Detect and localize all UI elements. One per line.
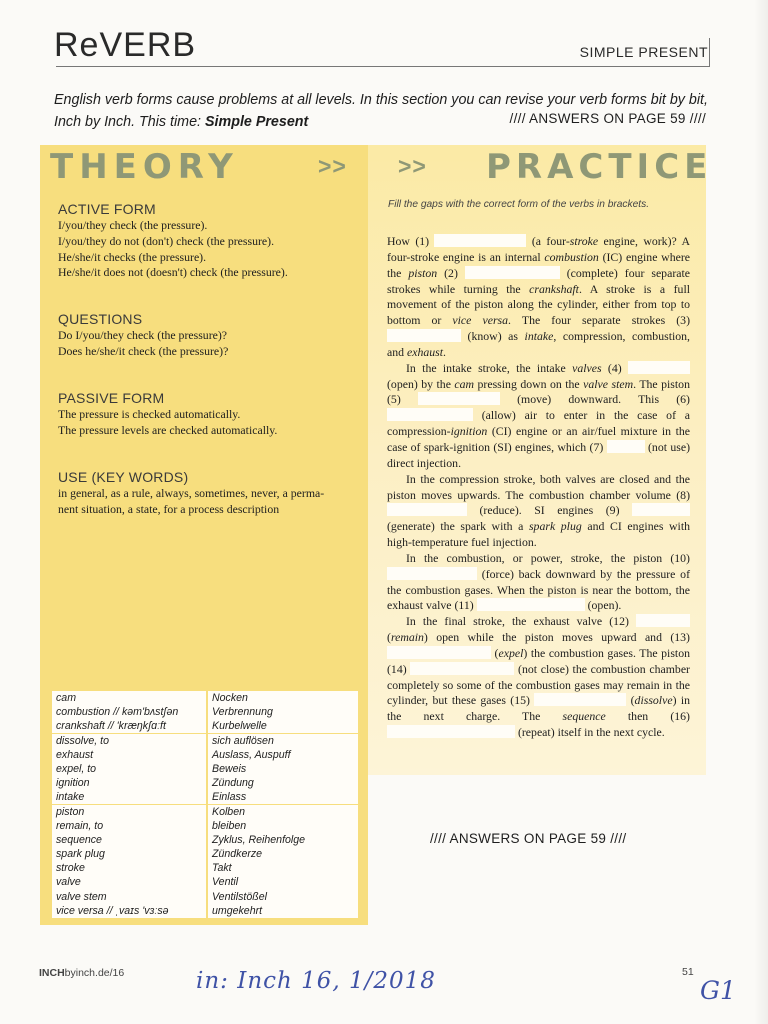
- footer-url: byinch.de/16: [64, 967, 125, 979]
- vocab-english: remain, to: [52, 819, 206, 833]
- vocabulary-row: [52, 847, 358, 861]
- answer-gap-10[interactable]: [387, 567, 477, 580]
- vocab-english: stroke: [52, 861, 206, 875]
- vocab-german: Kurbelwelle: [208, 719, 358, 733]
- vocab-english: dissolve, to: [52, 734, 206, 748]
- use-line: in general, as a rule, always, sometimes, never, a perma-: [58, 486, 325, 500]
- vocabulary-row: [52, 734, 358, 748]
- passive-form-heading: PASSIVE FORM: [58, 390, 165, 406]
- use-block: [58, 469, 364, 518]
- vocabulary-row: [52, 719, 358, 733]
- vocab-german: Zyklus, Reihenfolge: [208, 833, 358, 847]
- vocabulary-row: [52, 875, 358, 889]
- answers-reference-top: //// ANSWERS ON PAGE 59 ////: [509, 111, 706, 126]
- vocab-german: bleiben: [208, 819, 358, 833]
- vocab-german: Verbrennung: [208, 705, 358, 719]
- vocab-english: spark plug: [52, 847, 206, 861]
- questions-line: Do I/you/they check (the pressure)?: [58, 328, 228, 342]
- vocab-english: sequence: [52, 833, 206, 847]
- vocab-english: exhaust: [52, 748, 206, 762]
- answer-gap-13[interactable]: [387, 646, 491, 659]
- passive-form-line: The pressure levels are checked automatically.: [58, 422, 278, 437]
- use-line: nent situation, a state, for a process description: [58, 501, 280, 516]
- answer-gap-3[interactable]: [387, 329, 461, 342]
- page-edge-shadow: [754, 0, 768, 1024]
- active-form-block: [58, 201, 364, 281]
- answers-reference-bottom: //// ANSWERS ON PAGE 59 ////: [430, 831, 627, 846]
- intro-topic: Simple Present: [204, 114, 309, 130]
- vocab-english: valve stem: [52, 890, 206, 904]
- vocab-german: Beweis: [208, 762, 358, 776]
- questions-block: [58, 311, 364, 360]
- magazine-section-title: ReVERB: [54, 26, 197, 64]
- intro-line-1: English verb forms cause problems at all levels. In this section you can revise your verb forms bit by bit,: [54, 92, 708, 108]
- vocab-english: piston: [52, 805, 206, 819]
- active-form-line: He/she/it checks (the pressure).: [58, 249, 207, 264]
- vocabulary-row: [52, 762, 358, 776]
- theory-heading: THEORY: [50, 147, 239, 187]
- use-heading: USE (KEY WORDS): [58, 469, 189, 485]
- intro-line-2-prefix: Inch by Inch. This time:: [54, 114, 205, 130]
- vocabulary-row: [52, 904, 358, 918]
- vocab-german: umgekehrt: [208, 904, 358, 918]
- active-form-heading: ACTIVE FORM: [58, 201, 156, 217]
- arrows-left: >>: [318, 153, 347, 179]
- vocab-english: combustion // kəm'bʌstʃən: [52, 705, 206, 719]
- exercise-instructions: Fill the gaps with the correct form of the verbs in brackets.: [388, 199, 650, 210]
- vocabulary-row: [52, 705, 358, 719]
- handwritten-note: in: Inch 16, 1/2018: [196, 968, 436, 994]
- footer-brand: INCH: [39, 967, 65, 979]
- vocabulary-row: [52, 805, 358, 819]
- vocabulary-row: [52, 861, 358, 875]
- vocab-english: cam: [52, 691, 206, 705]
- exercise-text: How (1) (a four-stroke engine, work)? A four-stroke engine is an internal combustion (IC) engine where the piston (2) (complete) four separate strokes while turning the crankshaft. A stroke is a full movement of the piston along the cylinder, either from top to bottom or vice versa. The four separate strokes (3) (know) as intake, compression, combustion, and exhaust. In the intake stroke, the intake valves (4) (open) by the cam pressing down on the valve stem. The piston (5) (move) downward. This (6) (allow) air to enter in the case of a compression-ignition (CI) engine or an air/fuel mixture in the case of spark-ignition (SI) engines, which (7) (not use) direct injection. In the compression stroke, both valves are closed and the piston moves upwards. The combustion chamber volume (8) (reduce). SI engines (9) (generate) the spark with a spark plug and CI engines with high-temperature fuel injection. In the combustion, or power, stroke, the piston (10) (force) back downward by the pressure of the combustion gases. When the piston is near the bottom, the exhaust valve (11) (open). In the final stroke, the exhaust valve (12) (remain) open while the piston moves upward and (13) (expel) the combustion gases. The piston (14) (not close) the combustion chamber completely so some of the combustion gases may remain in the cylinder, but these gases (15) (dissolve) in the next charge. The sequence then (16) (repeat) itself in the next cycle.: [387, 234, 691, 740]
- active-form-line: I/you/they check (the pressure).: [58, 218, 208, 232]
- vocab-german: Zündkerze: [208, 847, 358, 861]
- vocabulary-list: [52, 691, 358, 918]
- answer-gap-8[interactable]: [387, 503, 467, 516]
- passive-form-block: [58, 390, 364, 439]
- vocab-english: expel, to: [52, 762, 206, 776]
- vocab-german: Zündung: [208, 776, 358, 790]
- vocabulary-row: [52, 748, 358, 762]
- active-form-line: He/she/it does not (doesn't) check (the pressure).: [58, 265, 288, 280]
- active-form-line: I/you/they do not (don't) check (the pressure).: [58, 233, 275, 248]
- vocab-english: intake: [52, 790, 206, 804]
- header-divider: [56, 66, 710, 67]
- answer-gap-15[interactable]: [534, 693, 626, 706]
- vocab-german: Nocken: [208, 691, 358, 705]
- answer-gap-5[interactable]: [418, 392, 500, 405]
- answer-gap-7[interactable]: [607, 440, 645, 453]
- vocabulary-row: [52, 890, 358, 904]
- vocab-german: Ventilstößel: [208, 890, 358, 904]
- answer-gap-16[interactable]: [387, 725, 515, 738]
- answer-gap-4[interactable]: [628, 361, 690, 374]
- vocab-german: sich auflösen: [208, 734, 358, 748]
- vocab-german: Takt: [208, 861, 358, 875]
- answer-gap-9[interactable]: [632, 503, 690, 516]
- arrows-right: >>: [398, 153, 427, 179]
- answer-gap-6[interactable]: [387, 408, 473, 421]
- questions-line: Does he/she/it check (the pressure)?: [58, 343, 229, 358]
- answer-gap-2[interactable]: [465, 266, 560, 279]
- vocab-german: Ventil: [208, 875, 358, 889]
- vocab-german: Einlass: [208, 790, 358, 804]
- footer-source: [39, 967, 124, 979]
- vocab-english: valve: [52, 875, 206, 889]
- vocabulary-row: [52, 833, 358, 847]
- passive-form-line: The pressure is checked automatically.: [58, 407, 241, 421]
- vocab-english: ignition: [52, 776, 206, 790]
- handwritten-mark: G1: [700, 976, 736, 1005]
- answer-gap-11[interactable]: [477, 598, 585, 611]
- vocab-english: crankshaft // 'kræŋkʃɑːft: [52, 719, 206, 733]
- vocab-german: Kolben: [208, 805, 358, 819]
- vocabulary-row: [52, 790, 358, 804]
- page-number: 51: [682, 966, 694, 978]
- answer-gap-14[interactable]: [410, 662, 514, 675]
- questions-heading: QUESTIONS: [58, 311, 143, 327]
- answer-gap-12[interactable]: [636, 614, 690, 627]
- vocab-english: vice versa // ˌvaɪs 'vɜːsə: [52, 904, 206, 918]
- vocabulary-row: [52, 776, 358, 790]
- vocab-german: Auslass, Auspuff: [208, 748, 358, 762]
- vocabulary-row: [52, 691, 358, 705]
- vocabulary-row: [52, 819, 358, 833]
- answer-gap-1[interactable]: [434, 234, 526, 247]
- header-divider-tick: [709, 38, 710, 67]
- section-label: SIMPLE PRESENT: [579, 44, 708, 60]
- practice-heading: PRACTICE: [486, 147, 713, 187]
